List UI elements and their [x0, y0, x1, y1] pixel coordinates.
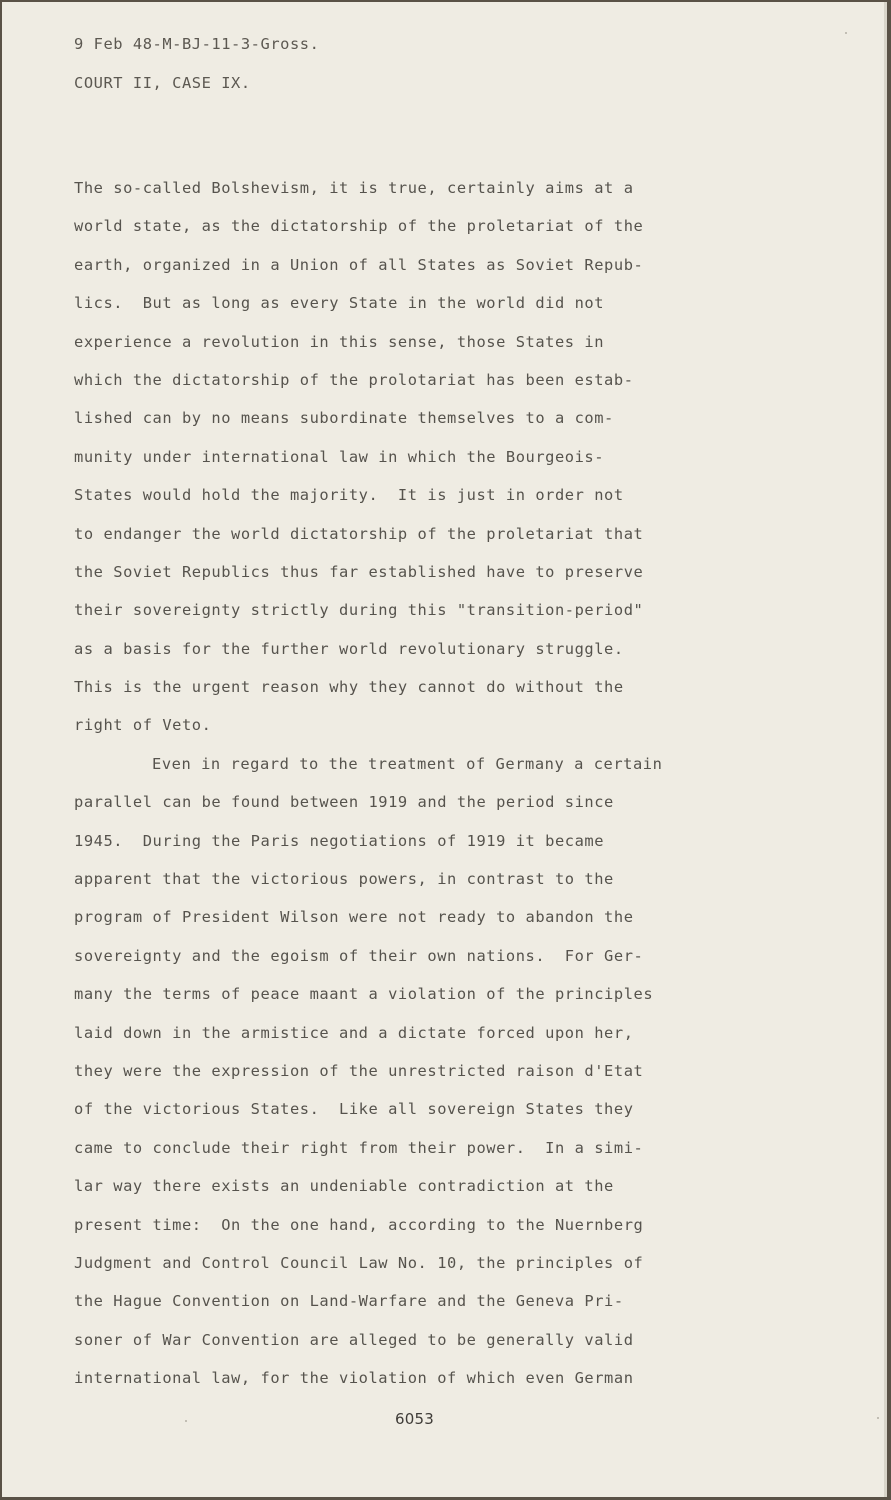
- paper-speck: [877, 1417, 879, 1419]
- paragraph-first-line: The so-called Bolshevism, it is true, certainly aims at a: [74, 179, 634, 197]
- paragraph-line: laid down in the armistice and a dictate forced upon her,: [74, 1023, 634, 1042]
- paragraph-line: the Hague Convention on Land-Warfare and the Geneva Pri-: [74, 1292, 624, 1311]
- paragraph-line: the Soviet Republics thus far established have to preserve: [74, 562, 644, 581]
- paragraph-line: experience a revolution in this sense, those States in: [74, 332, 605, 351]
- paragraph-line: apparent that the victorious powers, in contrast to the: [74, 870, 614, 889]
- paragraph-line: This is the urgent reason why they cannot do without the: [74, 678, 624, 697]
- paragraph-line: which the dictatorship of the prolotariat has been estab-: [74, 370, 634, 389]
- paragraph-first-line: Even in regard to the treatment of Germany a certain: [152, 754, 663, 773]
- paragraph-line: lics. But as long as every State in the world did not: [74, 294, 605, 313]
- document-reference: 9 Feb 48-M-BJ-11-3-Gross.: [74, 35, 320, 53]
- paragraph-line: lar way there exists an undeniable contradiction at the: [74, 1177, 614, 1196]
- body-text: [74, 176, 662, 1405]
- document-page: [2, 2, 887, 1497]
- paragraph-line: as a basis for the further world revolutionary struggle.: [74, 639, 624, 658]
- paragraph-line: parallel can be found between 1919 and the period since: [74, 793, 614, 812]
- paragraph-line: soner of War Convention are alleged to be generally valid: [74, 1330, 634, 1349]
- paragraph-line: they were the expression of the unrestricted raison d'Etat: [74, 1061, 644, 1080]
- paragraph-line: present time: On the one hand, according to the Nuernberg: [74, 1215, 644, 1234]
- paragraph-line: program of President Wilson were not ready to abandon the: [74, 908, 634, 927]
- paragraph-line: States would hold the majority. It is just in order not: [74, 486, 624, 505]
- paper-speck: [845, 32, 847, 34]
- paragraph-line: 1945. During the Paris negotiations of 1919 it became: [74, 831, 605, 850]
- paragraph-line: international law, for the violation of which even German: [74, 1369, 634, 1388]
- paragraph-line: many the terms of peace maant a violation of the principles: [74, 985, 654, 1004]
- paragraph-line: came to conclude their right from their power. In a simi-: [74, 1138, 644, 1157]
- paragraph-line: their sovereignty strictly during this "transition-period": [74, 601, 644, 620]
- paragraph-line: sovereignty and the egoism of their own nations. For Ger-: [74, 946, 644, 965]
- page-number: 6053: [395, 1410, 434, 1428]
- paragraph-line: right of Veto.: [74, 716, 212, 735]
- paper-speck: [185, 1420, 187, 1422]
- paragraph-line: Judgment and Control Council Law No. 10, the principles of: [74, 1253, 644, 1272]
- paragraph-line: world state, as the dictatorship of the proletariat of the: [74, 217, 644, 236]
- paragraph-line: lished can by no means subordinate themselves to a com-: [74, 409, 614, 428]
- paragraph-line: munity under international law in which the Bourgeois-: [74, 447, 605, 466]
- paragraph-line: to endanger the world dictatorship of the proletariat that: [74, 524, 644, 543]
- paragraph-line: of the victorious States. Like all sovereign States they: [74, 1100, 634, 1119]
- paragraph-line: earth, organized in a Union of all States as Soviet Repub-: [74, 255, 644, 274]
- court-case-heading: COURT II, CASE IX.: [74, 74, 251, 92]
